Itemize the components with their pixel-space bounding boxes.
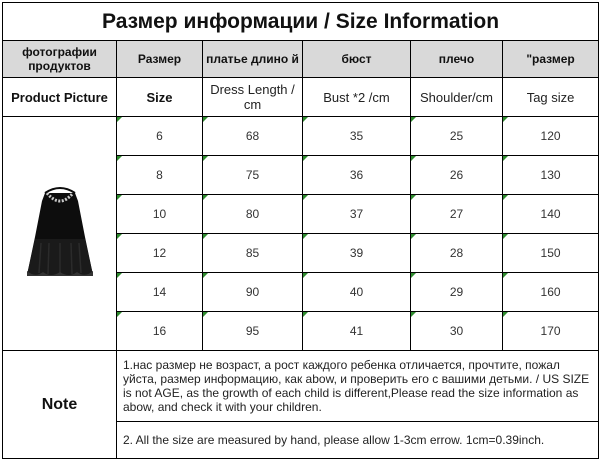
- cell-size: 8: [117, 156, 203, 195]
- cell-shoulder: 26: [411, 156, 503, 195]
- cell-length: 85: [203, 234, 303, 273]
- size-table: [2, 2, 599, 459]
- cell-tag: 140: [503, 195, 599, 234]
- header-en-picture: Product Picture: [3, 78, 117, 117]
- cell-tag: 120: [503, 117, 599, 156]
- product-image: [5, 179, 115, 289]
- note-text-1: 1.нас размер не возраст, а рост каждого ребенка отличается, прочтите, пожал уйста, размер информацию, как abow, и проверить его с вашими детьми. / US SIZE is not AGE, as the growth of each child is different,Please read the size information as abow, and check it with your children.: [117, 351, 599, 422]
- cell-length: 90: [203, 273, 303, 312]
- table-row: [3, 117, 599, 156]
- note-label: Note: [3, 351, 117, 459]
- cell-bust: 37: [303, 195, 411, 234]
- header-en-length: Dress Length / cm: [203, 78, 303, 117]
- header-ru-length: платье длино й: [203, 41, 303, 78]
- cell-shoulder: 30: [411, 312, 503, 351]
- chart-title: Размер информации / Size Information: [3, 3, 599, 41]
- cell-bust: 36: [303, 156, 411, 195]
- cell-tag: 150: [503, 234, 599, 273]
- cell-length: 68: [203, 117, 303, 156]
- header-en-shoulder: Shoulder/cm: [411, 78, 503, 117]
- cell-shoulder: 27: [411, 195, 503, 234]
- header-en-tag: Tag size: [503, 78, 599, 117]
- header-en-bust: Bust *2 /cm: [303, 78, 411, 117]
- header-ru-bust: бюст: [303, 41, 411, 78]
- cell-size: 12: [117, 234, 203, 273]
- title-row: [3, 3, 599, 41]
- cell-size: 10: [117, 195, 203, 234]
- cell-size: 16: [117, 312, 203, 351]
- cell-shoulder: 25: [411, 117, 503, 156]
- cell-shoulder: 29: [411, 273, 503, 312]
- cell-tag: 130: [503, 156, 599, 195]
- note-text-2: 2. All the size are measured by hand, please allow 1-3cm errow. 1cm=0.39inch.: [117, 422, 599, 459]
- cell-tag: 170: [503, 312, 599, 351]
- header-ru-shoulder: плечо: [411, 41, 503, 78]
- cell-shoulder: 28: [411, 234, 503, 273]
- cell-bust: 40: [303, 273, 411, 312]
- cell-bust: 35: [303, 117, 411, 156]
- cell-length: 75: [203, 156, 303, 195]
- cell-length: 95: [203, 312, 303, 351]
- product-picture-cell: [3, 117, 117, 351]
- header-row-en: [3, 78, 599, 117]
- note-row: [3, 351, 599, 422]
- header-en-size: Size: [117, 78, 203, 117]
- cell-size: 14: [117, 273, 203, 312]
- header-ru-tag: "размер: [503, 41, 599, 78]
- cell-size: 6: [117, 117, 203, 156]
- dress-icon: [5, 179, 115, 289]
- cell-bust: 41: [303, 312, 411, 351]
- cell-bust: 39: [303, 234, 411, 273]
- header-ru-size: Размер: [117, 41, 203, 78]
- cell-length: 80: [203, 195, 303, 234]
- cell-tag: 160: [503, 273, 599, 312]
- header-row-ru: [3, 41, 599, 78]
- header-ru-picture: фотографии продуктов: [3, 41, 117, 78]
